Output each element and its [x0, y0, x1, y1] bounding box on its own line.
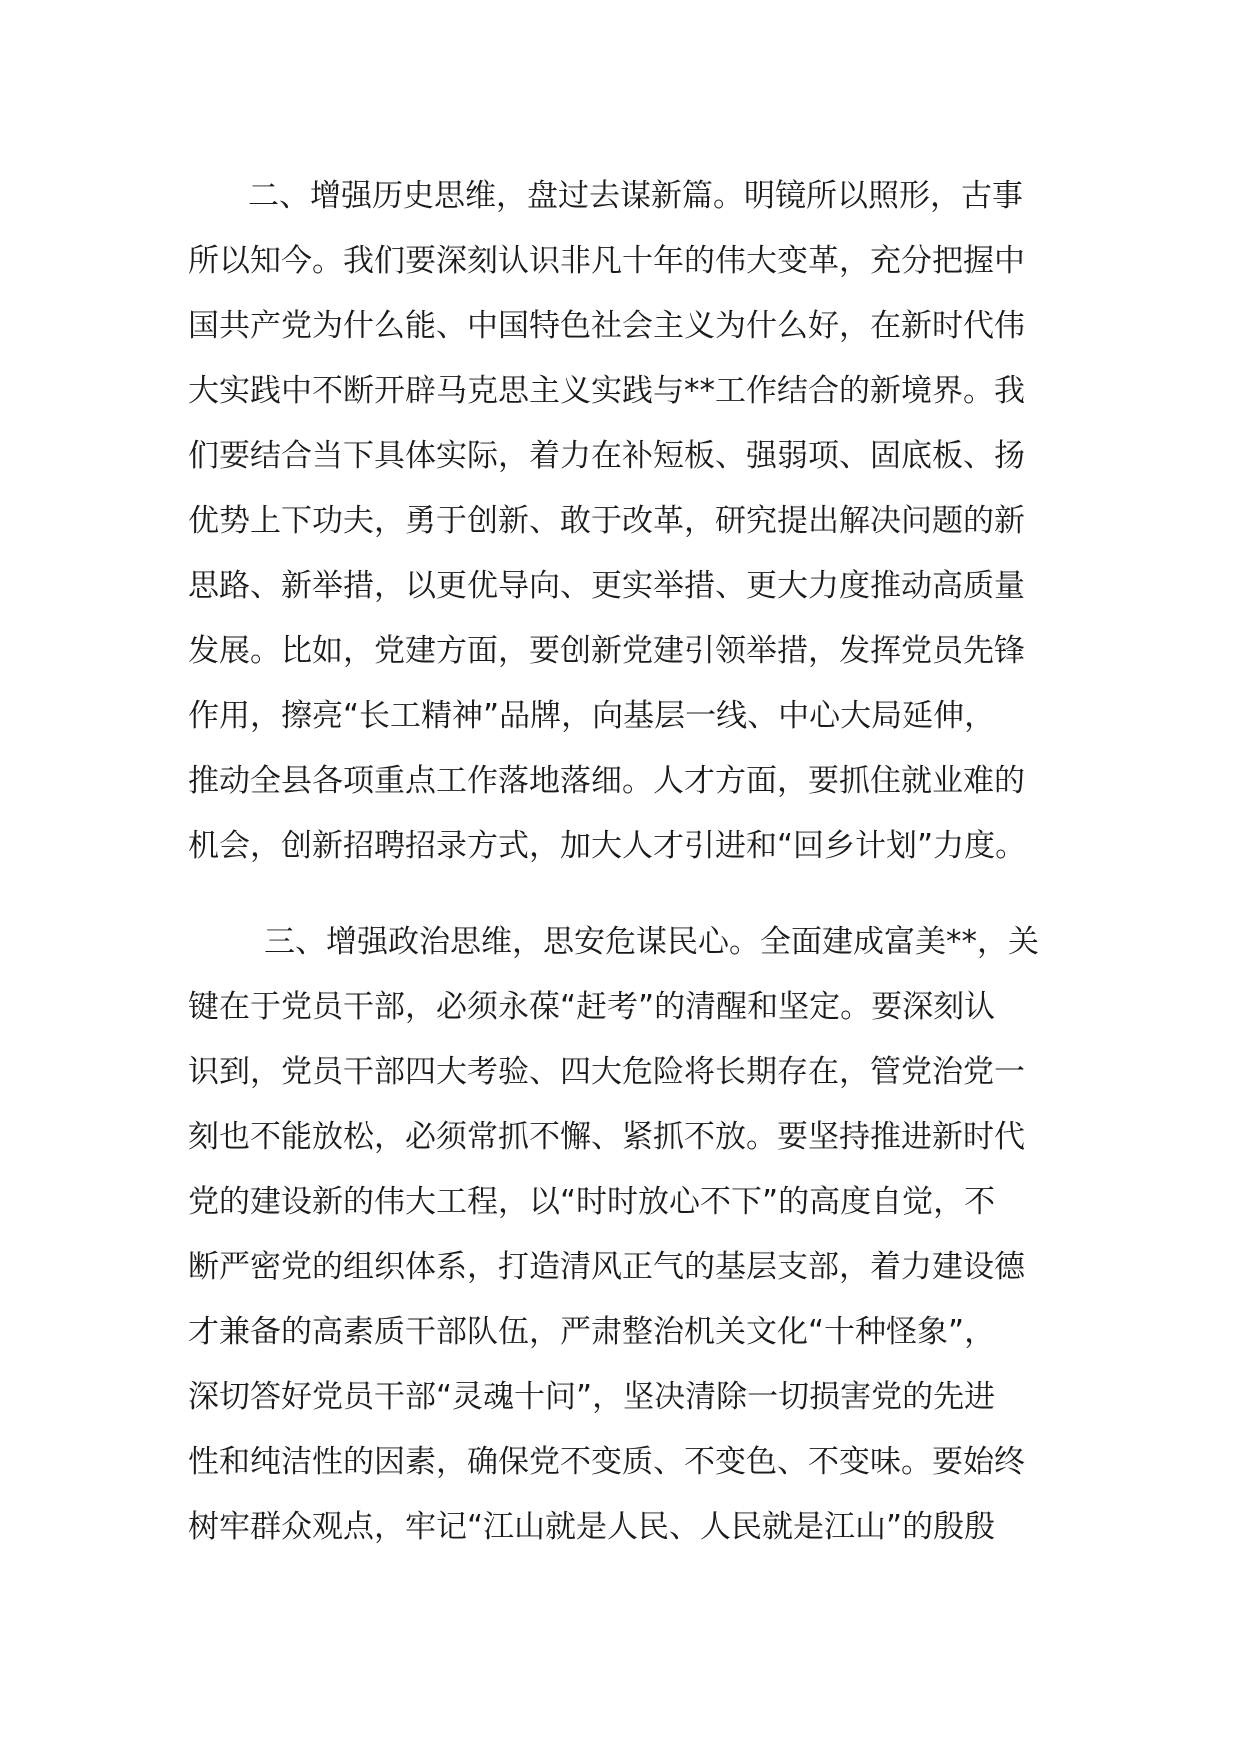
paragraph-line: 三、增强政治思维，思安危谋民心。全面建成富美**，关 — [264, 924, 1039, 960]
paragraph-line: 键在于党员干部，必须永葆“赶考”的清醒和坚定。要深刻认 — [188, 989, 996, 1025]
paragraph-history-thinking — [188, 164, 1054, 879]
paragraph-line: 推动全县各项重点工作落地落细。人才方面，要抓住就业难的 — [188, 763, 1025, 799]
paragraph-line: 二、增强历史思维，盘过去谋新篇。明镜所以照形，古事 — [248, 178, 1023, 214]
paragraph-line: 所以知今。我们要深刻认识非凡十年的伟大变革，充分把握中 — [188, 243, 1025, 279]
paragraph-line: 树牢群众观点，牢记“江山就是人民、人民就是江山”的殷殷 — [188, 1509, 996, 1545]
paragraph-line: 国共产党为什么能、中国特色社会主义为什么好，在新时代伟 — [188, 308, 1025, 344]
paragraph-line: 性和纯洁性的因素，确保党不变质、不变色、不变味。要始终 — [188, 1444, 1025, 1480]
paragraph-line: 优势上下功夫，勇于创新、敢于改革，研究提出解决问题的新 — [188, 503, 1025, 539]
paragraph-line: 党的建设新的伟大工程，以“时时放心不下”的高度自觉，不 — [188, 1184, 996, 1220]
paragraph-line: 作用，擦亮“长工精神”品牌，向基层一线、中心大局延伸， — [188, 698, 996, 734]
paragraph-line: 深切答好党员干部“灵魂十问”，坚决清除一切损害党的先进 — [188, 1379, 996, 1415]
paragraph-line: 机会，创新招聘招录方式，加大人才引进和“回乡计划”力度。 — [188, 828, 1027, 864]
paragraph-line: 才兼备的高素质干部队伍，严肃整治机关文化“十种怪象”， — [188, 1314, 996, 1350]
paragraph-line: 大实践中不断开辟马克思主义实践与**工作结合的新境界。我 — [188, 373, 1025, 409]
paragraph-political-thinking — [188, 910, 1054, 1560]
paragraph-line: 思路、新举措，以更优导向、更实举措、更大力度推动高质量 — [188, 568, 1025, 604]
paragraph-line: 识到，党员干部四大考验、四大危险将长期存在，管党治党一 — [188, 1054, 1025, 1090]
paragraph-line: 发展。比如，党建方面，要创新党建引领举措，发挥党员先锋 — [188, 633, 1025, 669]
paragraph-line: 刻也不能放松，必须常抓不懈、紧抓不放。要坚持推进新时代 — [188, 1119, 1025, 1155]
paragraph-line: 们要结合当下具体实际，着力在补短板、强弱项、固底板、扬 — [188, 438, 1025, 474]
paragraph-line: 断严密党的组织体系，打造清风正气的基层支部，着力建设德 — [188, 1249, 1025, 1285]
